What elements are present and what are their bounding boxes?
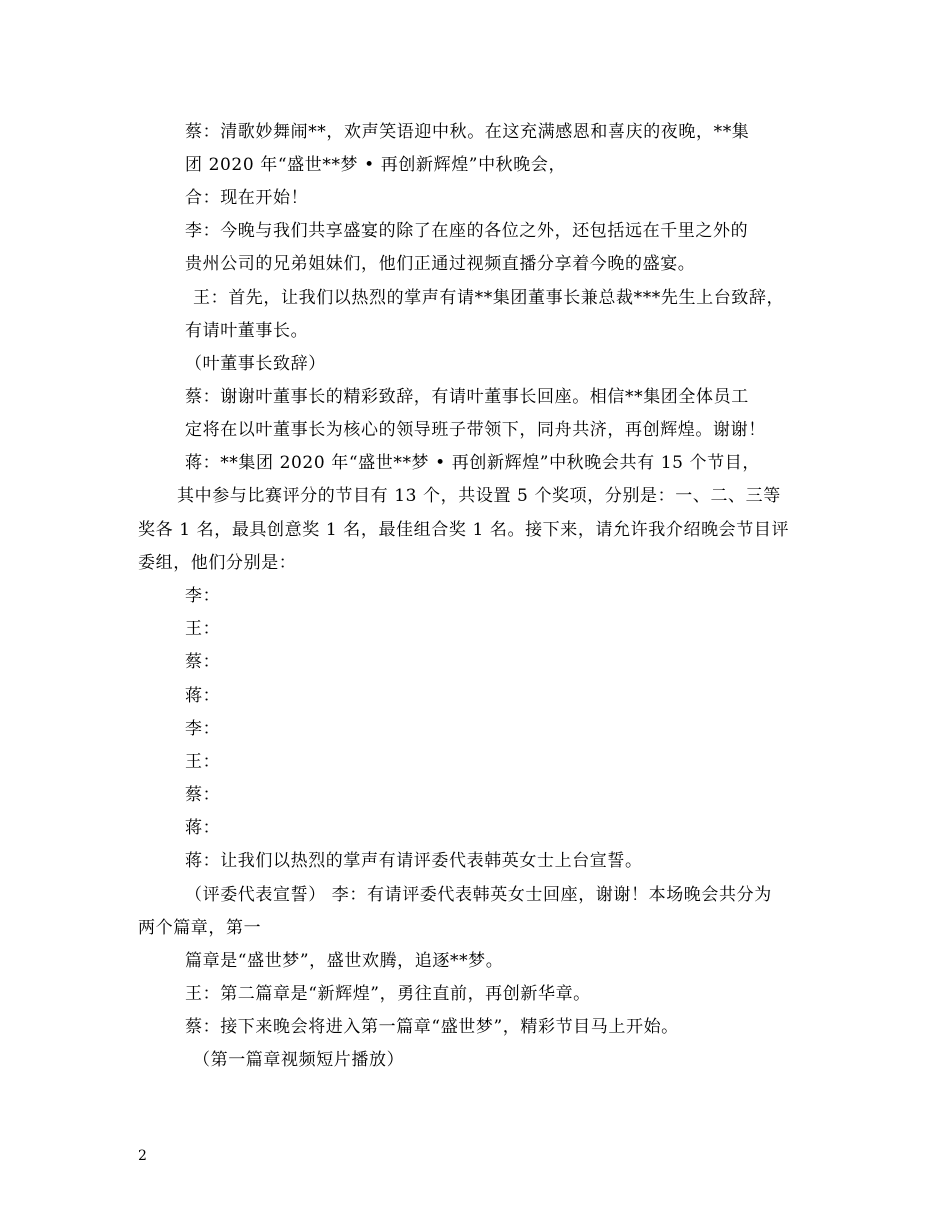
text-line: （评委代表宣誓） 李：有请评委代表韩英女士回座，谢谢！本场晚会共分为 — [185, 885, 772, 905]
text-line: 贵州公司的兄弟姐妹们，他们正通过视频直播分享着今晚的盛宴。 — [185, 254, 696, 274]
text-line: 有请叶董事长。 — [185, 321, 309, 341]
text-line: 王：首先，让我们以热烈的掌声有请**集团董事长兼总裁***先生上台致辞， — [193, 288, 785, 308]
text-line: （第一篇章视频短片播放） — [193, 1050, 405, 1070]
speaker-label: 蒋： — [185, 818, 221, 838]
text-line: 篇章是“盛世梦”，盛世欢腾，追逐**梦。 — [185, 951, 504, 971]
speaker-label: 李： — [185, 719, 221, 739]
speaker-label: 蒋： — [185, 686, 221, 706]
text-line: 团 2020 年“盛世**梦 • 再创新辉煌”中秋晚会， — [185, 155, 567, 175]
text-line: 定将在以叶董事长为核心的领导班子带领下，同舟共济，再创辉煌。谢谢！ — [185, 420, 766, 440]
text-line: 奖各 1 名，最具创意奖 1 名，最佳组合奖 1 名。接下来，请允许我介绍晚会节目评 — [138, 520, 790, 540]
speaker-label: 蔡： — [185, 652, 221, 672]
text-line: 两个篇章，第一 — [138, 918, 262, 938]
text-line: 蒋：让我们以热烈的掌声有请评委代表韩英女士上台宣誓。 — [185, 851, 643, 871]
page-number: 2 — [138, 1148, 147, 1164]
text-line: 蔡：接下来晚会将进入第一篇章“盛世梦”，精彩节目马上开始。 — [185, 1017, 679, 1037]
text-line: 委组，他们分别是： — [138, 553, 297, 573]
text-line: 合：现在开始！ — [185, 188, 309, 208]
speaker-label: 李： — [185, 586, 221, 606]
text-line: 蔡：谢谢叶董事长的精彩致辞，有请叶董事长回座。相信**集团全体员工 — [185, 387, 749, 407]
text-line: 其中参与比赛评分的节目有 13 个，共设置 5 个奖项，分别是：一、二、三等 — [177, 486, 781, 506]
text-line: 王：第二篇章是“新辉煌”，勇往直前，再创新华章。 — [185, 984, 591, 1004]
speaker-label: 王： — [185, 752, 221, 772]
text-line: （叶董事长致辞） — [185, 354, 326, 374]
speaker-label: 王： — [185, 619, 221, 639]
speaker-label: 蔡： — [185, 785, 221, 805]
text-line: 李：今晚与我们共享盛宴的除了在座的各位之外，还包括远在千里之外的 — [185, 221, 749, 241]
text-line: 蒋：**集团 2020 年“盛世**梦 • 再创新辉煌”中秋晚会共有 15 个节目， — [185, 453, 760, 473]
text-line: 蔡：清歌妙舞闹**，欢声笑语迎中秋。在这充满感恩和喜庆的夜晚，**集 — [185, 122, 750, 142]
